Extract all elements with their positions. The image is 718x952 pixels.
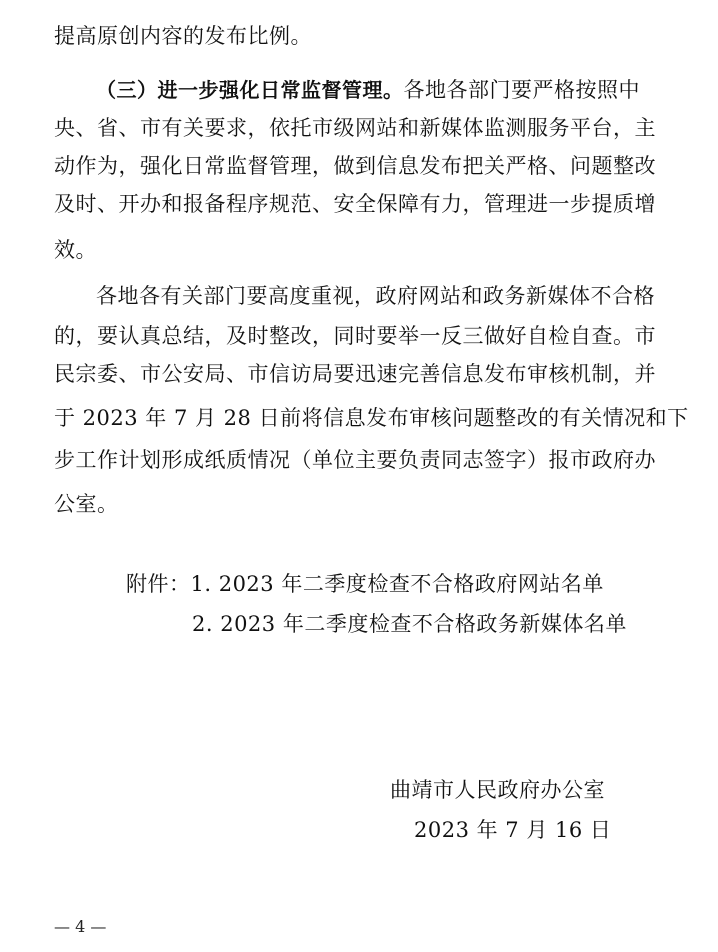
section-three-line-1 bbox=[96, 76, 640, 104]
section-three-line-4: 及时、开办和报备程序规范、安全保障有力，管理进一步提质增 bbox=[54, 192, 656, 216]
closing-paragraph-line-6: 公室。 bbox=[54, 492, 119, 516]
attachments-line-1 bbox=[126, 570, 604, 598]
closing-paragraph-line-2: 的，要认真总结，及时整改，同时要举一反三做好自检自查。市 bbox=[54, 324, 656, 348]
issuer-name: 曲靖市人民政府办公室 bbox=[390, 778, 605, 802]
section-three-text: 各地各部门要严格按照中 bbox=[403, 78, 640, 102]
closing-paragraph-line-5: 步工作计划形成纸质情况（单位主要负责同志签字）报市政府办 bbox=[54, 448, 656, 472]
section-three-heading: （三）进一步强化日常监督管理。 bbox=[96, 78, 404, 102]
closing-paragraph-line-1: 各地各有关部门要高度重视，政府网站和政务新媒体不合格 bbox=[96, 284, 655, 308]
section-three-line-3: 动作为，强化日常监督管理，做到信息发布把关严格、问题整改 bbox=[54, 154, 656, 178]
closing-paragraph-line-4: 于 2023 年 7 月 28 日前将信息发布审核问题整改的有关情况和下 bbox=[54, 406, 689, 430]
section-three-line-2: 央、省、市有关要求，依托市级网站和新媒体监测服务平台，主 bbox=[54, 116, 656, 140]
attachment-item-1: 1. 2023 年二季度检查不合格政府网站名单 bbox=[190, 572, 604, 596]
attachment-item-2: 2. 2023 年二季度检查不合格政务新媒体名单 bbox=[192, 612, 627, 636]
section-three-line-5: 效。 bbox=[54, 238, 97, 262]
attachments-label: 附件： bbox=[126, 572, 191, 596]
page-number: — 4 — bbox=[54, 917, 107, 936]
paragraph-tail: 提高原创内容的发布比例。 bbox=[54, 24, 312, 48]
issue-date: 2023 年 7 月 16 日 bbox=[414, 818, 612, 842]
closing-paragraph-line-3: 民宗委、市公安局、市信访局要迅速完善信息发布审核机制，并 bbox=[54, 362, 656, 386]
